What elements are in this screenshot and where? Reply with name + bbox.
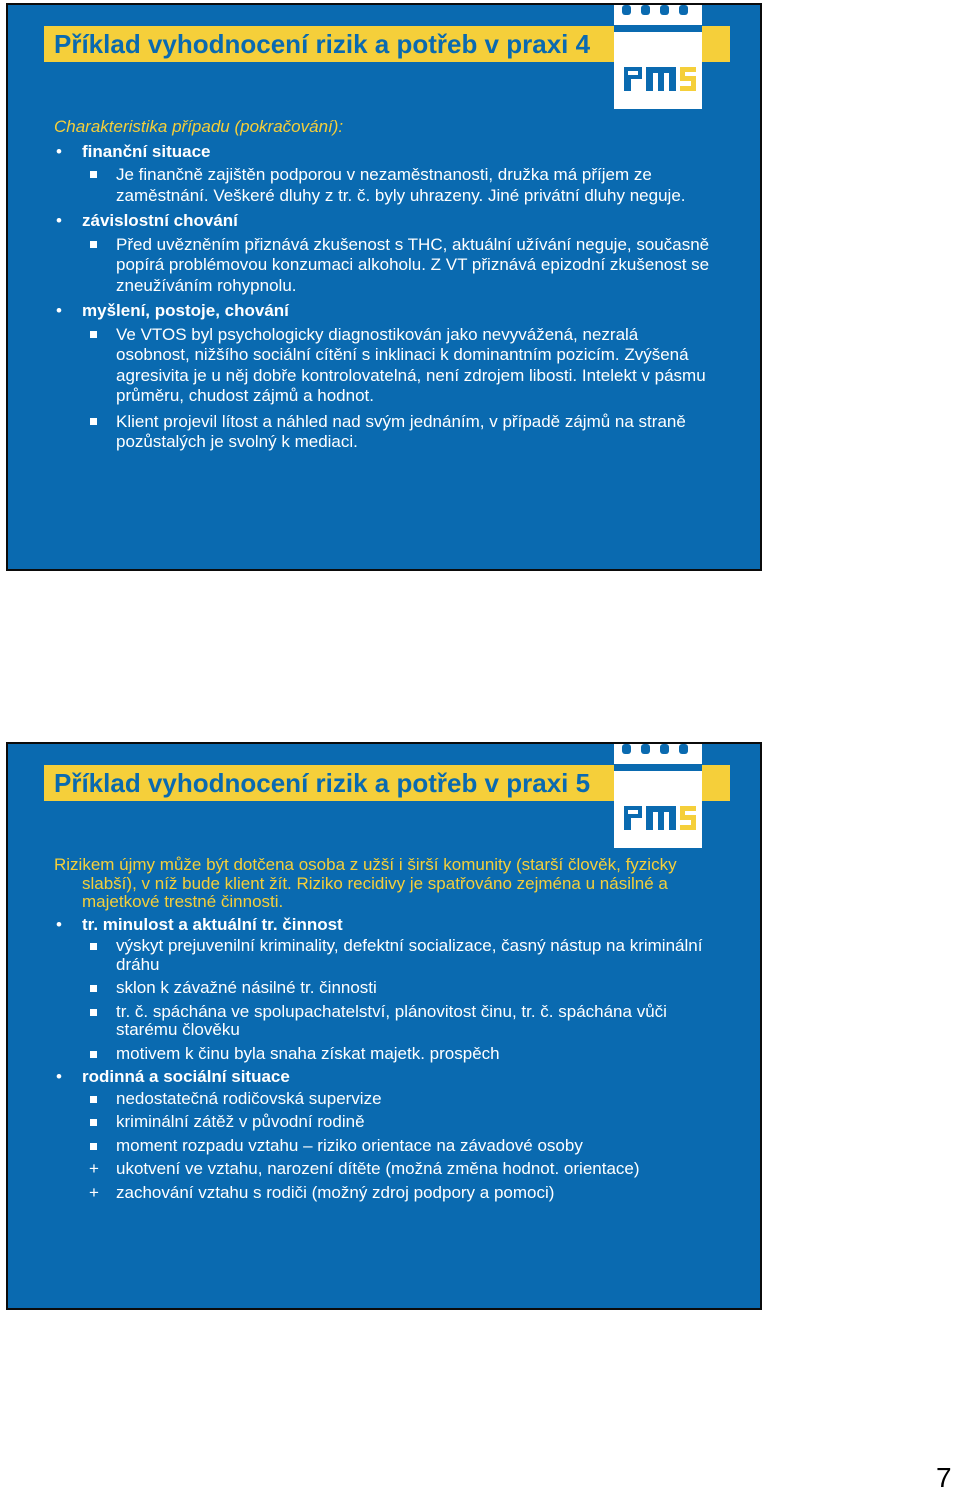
slide-5: [6, 742, 762, 1310]
list-item: Před uvězněním přiznává zkušenost s THC, aktuální užívání neguje, současně popírá problémovou konzumaci alkoholu. Z VT přiznává epizodní zkušenost se zneužíváním rohypnolu.: [54, 235, 714, 297]
list-item: kriminální zátěž v původní rodině: [54, 1113, 714, 1132]
pms-logo-icon: [614, 5, 702, 109]
plus-item: + ukotvení ve vztahu, narození dítěte (možná změna hodnot. orientace): [89, 1159, 640, 1178]
list-item: tr. č. spáchána ve spolupachatelství, plánovitost činu, tr. č. spáchána vůči starému člověku: [54, 1003, 714, 1040]
list-item: sklon k závažné násilné tr. činnosti: [54, 979, 714, 998]
square-bullet-icon: [90, 943, 97, 950]
square-bullet-icon: [90, 985, 97, 992]
plus-icon: +: [89, 1159, 99, 1178]
square-bullet-icon: [90, 1096, 97, 1103]
plus-icon: +: [89, 1182, 99, 1202]
square-bullet-icon: [90, 171, 97, 178]
intro-text: Rizikem újmy může být dotčena osoba z užší i širší komunity (starší člověk, fyzicky slabší), v níž bude klient žít. Riziko recidivy je spatřováno zejména u násilné a majetkové trestné činnosti.: [54, 855, 677, 911]
square-bullet-icon: [90, 1051, 97, 1058]
section-heading: • rodinná a sociální situace: [56, 1067, 290, 1086]
slide-content: [54, 856, 714, 1207]
list-item: motivem k činu byla snaha získat majetk. prospěch: [54, 1045, 714, 1064]
square-bullet-icon: [90, 418, 97, 425]
section-heading: • myšlení, postoje, chování: [56, 301, 289, 320]
list-item: Je finančně zajištěn podporou v nezaměstnanosti, družka má příjem ze zaměstnání. Veškeré dluhy z tr. č. byly uhrazeny. Jiné privátní dluhy neguje.: [54, 165, 714, 206]
list-item: nedostatečná rodičovská supervize: [54, 1090, 714, 1109]
plus-item: + zachování vztahu s rodiči (možný zdroj podpory a pomoci): [89, 1182, 555, 1202]
slide-4: [6, 3, 762, 571]
list-item: Klient projevil lítost a náhled nad svým jednáním, v případě zájmů na straně pozůstalých je svolný k mediaci.: [54, 412, 714, 453]
square-bullet-icon: [90, 1143, 97, 1150]
section-heading: • finanční situace: [56, 141, 211, 161]
section-heading: • tr. minulost a aktuální tr. činnost: [56, 914, 343, 934]
square-bullet-icon: [90, 1119, 97, 1126]
square-bullet-icon: [90, 241, 97, 248]
slide-title: Příklad vyhodnocení rizik a potřeb v praxi 5: [54, 768, 591, 798]
page-number: 7: [936, 1462, 952, 1493]
list-item: Ve VTOS byl psychologicky diagnostikován jako nevyvážená, nezralá osobnost, nižšího sociální cítění s inklinaci k dominantním pozicím. Zvýšená agresivita je u něj dobře kontrolovatelná, není zdrojem libosti. Intelekt v pásmu průměru, chudost zájmů a hodnot.: [54, 325, 714, 407]
pms-logo-icon: [614, 744, 702, 848]
list-item: výskyt prejuvenilní kriminality, defektní socializace, časný nástup na kriminální dráhu: [54, 937, 714, 974]
square-bullet-icon: [90, 1009, 97, 1016]
intro-text: Charakteristika případu (pokračování):: [54, 117, 344, 136]
section-heading: • závislostní chování: [56, 211, 238, 230]
slide-title: Příklad vyhodnocení rizik a potřeb v praxi 4: [54, 29, 591, 59]
square-bullet-icon: [90, 331, 97, 338]
list-item: moment rozpadu vztahu – riziko orientace na závadové osoby: [54, 1137, 714, 1156]
slide-content: [54, 117, 714, 458]
